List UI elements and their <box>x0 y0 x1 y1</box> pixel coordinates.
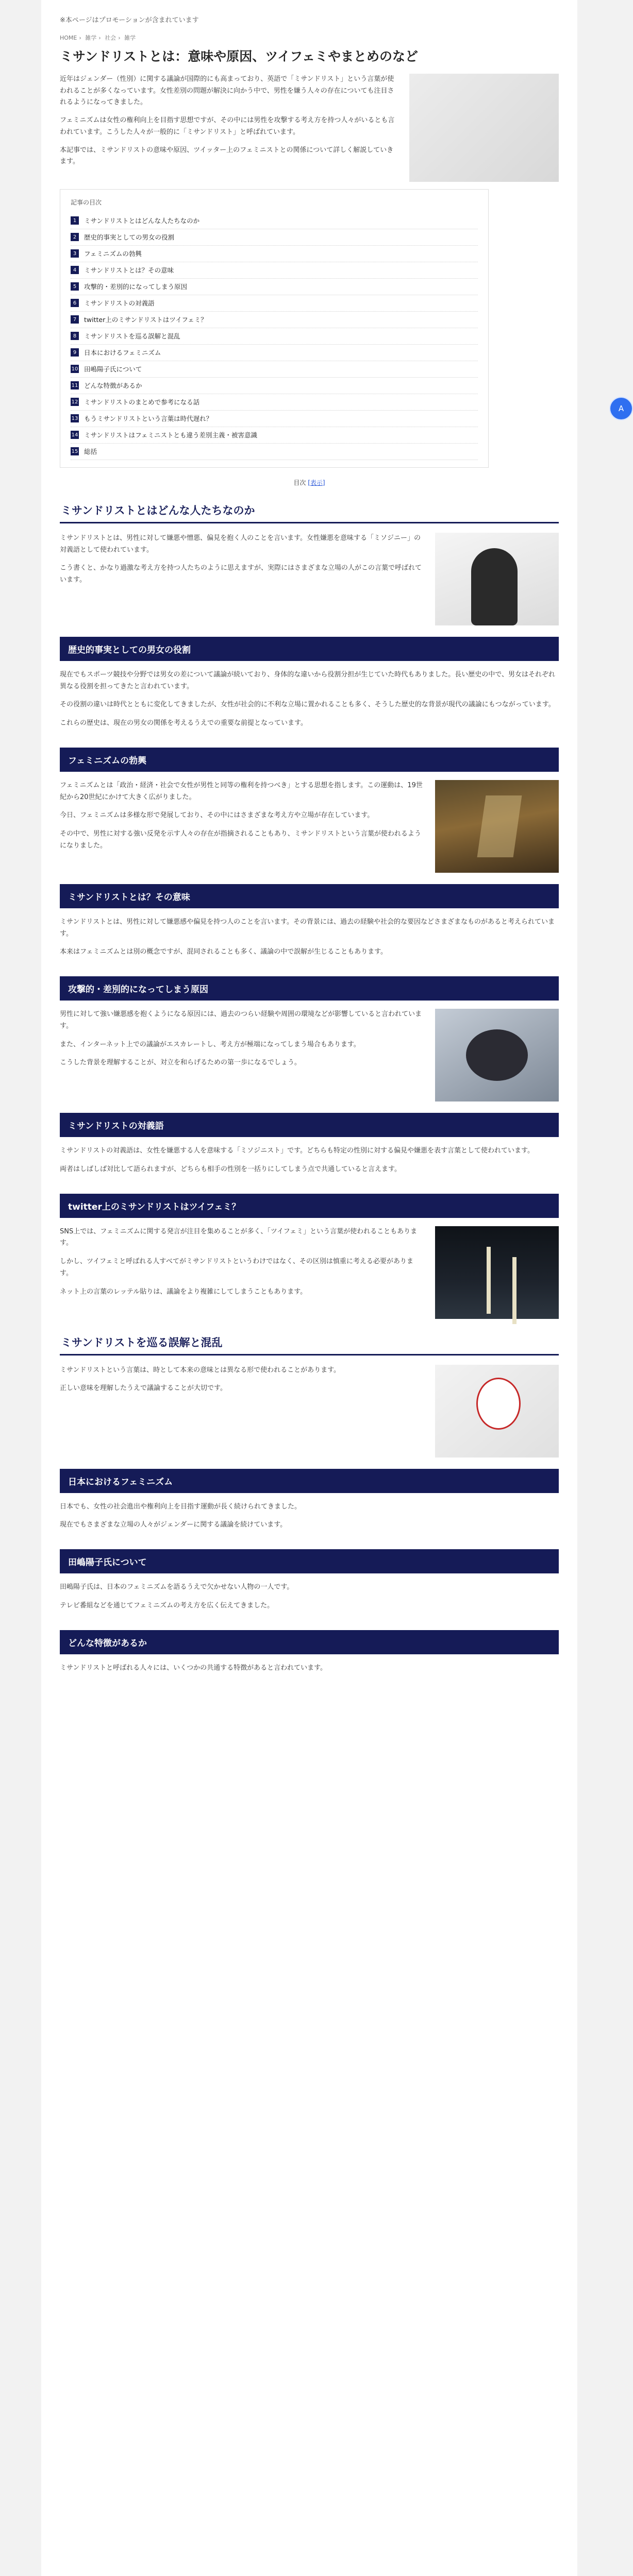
toc-item-label: ミサンドリストのまとめで参考になる話 <box>84 398 200 406</box>
toc-item[interactable] <box>71 394 478 411</box>
section-text <box>60 1501 559 1538</box>
toc-number-badge: 4 <box>71 266 79 274</box>
section-content <box>60 1009 559 1101</box>
section-heading: 日本におけるフェミニズム <box>60 1469 559 1493</box>
section-paragraph: フェミニズムとは「政治・経済・社会で女性が男性と同等の権利を持つべき」とする思想を指します。この運動は、19世紀から20世紀にかけて大きく広がりました。 <box>60 781 423 801</box>
section-heading: ミサンドリストとはどんな人たちなのか <box>60 500 559 523</box>
toc-item-label: 歴史的事実としての男女の役割 <box>84 233 175 242</box>
section-content <box>60 1365 559 1458</box>
toc-item-label: ミサンドリストの対義語 <box>84 299 155 308</box>
toc-number-badge: 6 <box>71 299 79 307</box>
section-heading: ミサンドリストを巡る誤解と混乱 <box>60 1332 559 1355</box>
section-text <box>60 1663 559 1681</box>
toc-number-badge: 5 <box>71 282 79 291</box>
toc-toggle-link[interactable]: [表示] <box>308 479 325 486</box>
section-image <box>435 1365 559 1458</box>
section-heading: twitter上のミサンドリストはツイフェミ？ <box>60 1194 559 1218</box>
toc-item[interactable] <box>71 345 478 361</box>
section-text <box>60 1145 559 1182</box>
intro-paragraph: 近年はジェンダー（性別）に関する議論が国際的にも高まっており、英語で「ミサンドリスト」という言葉が使われることが多くなっています。女性差別の問題が解決に向かう中で、男性を嫌う人々の存在についても注目されるようになってきました。 <box>60 75 394 107</box>
section-text <box>60 669 559 736</box>
section-content <box>60 669 559 736</box>
section-paragraph: これらの歴史は、現在の男女の関係を考えるうえでの重要な前提となっています。 <box>60 719 307 727</box>
section-content <box>60 533 559 625</box>
section-paragraph: しかし、ツイフェミと呼ばれる人すべてがミサンドリストというわけではなく、その区別は慎重に考える必要があります。 <box>60 1258 413 1277</box>
section-paragraph: ネット上の言葉のレッテル貼りは、議論をより複雑にしてしまうこともあります。 <box>60 1287 307 1296</box>
section-paragraph: ミサンドリストと呼ばれる人々には、いくつかの共通する特徴があると言われています。 <box>60 1664 327 1672</box>
promo-notice: ※本ページはプロモーションが含まれています <box>60 16 199 24</box>
toc-number-badge: 2 <box>71 233 79 241</box>
breadcrumb-item[interactable]: 社会 <box>105 35 116 41</box>
section-paragraph: こう書くと、かなり過激な考え方を持つ人たちのように思えますが、実際にはさまざまな立場の人がこの言葉で呼ばれています。 <box>60 564 422 584</box>
section-paragraph: テレビ番組などを通じてフェミニズムの考え方を広く伝えてきました。 <box>60 1601 274 1609</box>
toc-list <box>71 213 478 460</box>
toc-item-label: フェミニズムの勃興 <box>84 250 142 258</box>
toc-item-label: ミサンドリストを巡る誤解と混乱 <box>84 332 180 341</box>
section-paragraph: ミサンドリストという言葉は、時として本来の意味とは異なる形で使われることがあります。 <box>60 1366 341 1374</box>
page-title: ミサンドリストとは：意味や原因、ツイフェミやまとめのなど <box>60 49 419 64</box>
toc-item-label: ミサンドリストはフェミニストとも違う差別主義・被害意識 <box>84 431 258 439</box>
section-paragraph: 今日、フェミニズムは多様な形で発展しており、その中にはさまざまな考え方や立場が存在しています。 <box>60 811 374 820</box>
section-image <box>435 780 559 873</box>
section-content <box>60 1663 559 1681</box>
section-text <box>60 1582 559 1619</box>
breadcrumb-item[interactable]: 雑学 <box>124 35 136 41</box>
section-image <box>435 1226 559 1319</box>
toc-item[interactable] <box>71 444 478 460</box>
toc-number-badge: 9 <box>71 348 79 357</box>
intro-paragraph: フェミニズムは女性の権利向上を目指す思想ですが、その中には男性を攻撃する考え方を持つ人々がいるとも言われています。こうした人々が一般的に「ミサンドリスト」と呼ばれています。 <box>60 116 395 136</box>
accessibility-button[interactable]: A <box>609 397 633 420</box>
toc-item[interactable] <box>71 312 478 328</box>
toc-number-badge: 8 <box>71 332 79 340</box>
toc-item-label: どんな特徴があるか <box>84 382 142 390</box>
section-paragraph: また、インターネット上での議論がエスカレートし、考え方が極端になってしまう場合もあります。 <box>60 1040 360 1048</box>
toc-item[interactable] <box>71 229 478 246</box>
section-heading: 攻撃的・差別的になってしまう原因 <box>60 976 559 1001</box>
toc-item[interactable] <box>71 411 478 427</box>
intro-block <box>60 74 559 182</box>
toc-number-badge: 15 <box>71 447 79 455</box>
intro-image <box>409 74 559 182</box>
section-paragraph: 正しい意味を理解したうえで議論することが大切です。 <box>60 1384 227 1393</box>
breadcrumb-item[interactable]: 雑学 <box>85 35 97 41</box>
toc-item[interactable] <box>71 295 478 312</box>
section-content <box>60 780 559 873</box>
section-paragraph: ミサンドリストとは、男性に対して嫌悪感や偏見を持つ人のことを言います。その背景には、過去の経験や社会的な要因などさまざまなものがあると考えられています。 <box>60 918 555 938</box>
toc-item[interactable] <box>71 378 478 394</box>
section-paragraph: その中で、男性に対する強い反発を示す人々の存在が指摘されることもあり、ミサンドリストという言葉が使われるようになりました。 <box>60 830 421 850</box>
toc-item[interactable] <box>71 328 478 345</box>
table-of-contents <box>60 189 489 468</box>
section-paragraph: こうした背景を理解することが、対立を和らげるための第一歩になるでしょう。 <box>60 1059 301 1067</box>
toc-item-label: ミサンドリストとはどんな人たちなのか <box>84 217 200 225</box>
section-image <box>435 1009 559 1101</box>
section-content <box>60 1501 559 1538</box>
toc-item-label: 日本におけるフェミニズム <box>84 349 161 357</box>
section-paragraph: 田嶋陽子氏は、日本のフェミニズムを語るうえで欠かせない人物の一人です。 <box>60 1583 294 1591</box>
section-text <box>60 917 559 965</box>
section-paragraph: ミサンドリストとは、男性に対して嫌悪や憎悪、偏見を抱く人のことを言います。女性嫌悪を意味する「ミソジニー」の対義語として使われています。 <box>60 534 421 554</box>
toc-item[interactable] <box>71 262 478 279</box>
article-page <box>41 0 624 2576</box>
section-text <box>60 1009 423 1076</box>
toc-item[interactable] <box>71 246 478 262</box>
toc-number-badge: 12 <box>71 398 79 406</box>
toc-item-label: 総括 <box>84 448 97 456</box>
section-content <box>60 1145 559 1182</box>
section-paragraph: ミサンドリストの対義語は、女性を嫌悪する人を意味する「ミソジニスト」です。どちらも特定の性別に対する偏見や嫌悪を表す言葉として使われています。 <box>60 1147 535 1155</box>
toc-item[interactable] <box>71 213 478 229</box>
toc-item[interactable] <box>71 427 478 444</box>
section-paragraph: 両者はしばしば対比して語られますが、どちらも相手の性別を一括りにしてしまう点で共通していると言えます。 <box>60 1165 401 1173</box>
toc-title: 記事の目次 <box>71 198 102 206</box>
section-heading: ミサンドリストの対義語 <box>60 1113 559 1137</box>
section-paragraph: 現在でもさまざまな立場の人々がジェンダーに関する議論を続けています。 <box>60 1521 287 1529</box>
section-paragraph: SNS上では、フェミニズムに関する発言が注目を集めることが多く、「ツイフェミ」という言葉が使われることもあります。 <box>60 1227 418 1247</box>
toc-item-label: もうミサンドリストという言葉は時代遅れ？ <box>84 415 213 423</box>
section-text <box>60 1226 423 1305</box>
section-paragraph: 本来はフェミニズムとは別の概念ですが、混同されることも多く、議論の中で誤解が生じることもあります。 <box>60 948 388 956</box>
section-text <box>60 1365 423 1402</box>
intro-paragraph: 本記事では、ミサンドリストの意味や原因、ツイッター上のフェミニストとの関係について詳しく解説していきます。 <box>60 146 394 166</box>
section-paragraph: 現在でもスポーツ競技や分野では男女の差について議論が続いており、身体的な違いから役割分担が生じていた時代もありました。長い歴史の中で、男女はそれぞれ異なる役割を担ってきたと言われています。 <box>60 670 555 690</box>
section-paragraph: その役割の違いは時代とともに変化してきましたが、女性が社会的に不利な立場に置かれることも多く、そうした歴史的な背景が現代の議論にもつながっています。 <box>60 701 555 709</box>
section-text <box>60 780 423 859</box>
section-image <box>435 533 559 625</box>
section-text <box>60 533 423 593</box>
toc-item-label: 田嶋陽子氏について <box>84 365 142 374</box>
toc-item-label: ミサンドリストとは？その意味 <box>84 266 174 275</box>
toc-number-badge: 13 <box>71 414 79 422</box>
section-heading: どんな特徴があるか <box>60 1630 559 1654</box>
section-paragraph: 男性に対して強い嫌悪感を抱くようになる原因には、過去のつらい経験や周囲の環境などが影響していると言われています。 <box>60 1010 422 1030</box>
toc-number-badge: 11 <box>71 381 79 389</box>
toc-number-badge: 7 <box>71 315 79 324</box>
section-paragraph: 日本でも、女性の社会進出や権利向上を目指す運動が長く続けられてきました。 <box>60 1502 302 1511</box>
toc-number-badge: 3 <box>71 249 79 258</box>
article-body <box>60 500 559 1681</box>
toc-number-badge: 14 <box>71 431 79 439</box>
section-content <box>60 917 559 965</box>
section-heading: 田嶋陽子氏について <box>60 1549 559 1573</box>
section-heading: フェミニズムの勃興 <box>60 748 559 772</box>
toc-item-label: 攻撃的・差別的になってしまう原因 <box>84 283 188 291</box>
section-content <box>60 1582 559 1619</box>
toc-item[interactable] <box>71 279 478 295</box>
toc-item-label: twitter上のミサンドリストはツイフェミ？ <box>84 316 207 324</box>
section-heading: 歴史的事実としての男女の役割 <box>60 637 559 661</box>
toc-footer <box>60 478 559 487</box>
breadcrumb: HOME › 雑学 › 社会 › 雑学 <box>60 35 136 41</box>
toc-number-badge: 10 <box>71 365 79 373</box>
toc-item[interactable] <box>71 361 478 378</box>
intro-text <box>60 74 398 174</box>
section-heading: ミサンドリストとは？その意味 <box>60 884 559 908</box>
toc-number-badge: 1 <box>71 216 79 225</box>
section-content <box>60 1226 559 1319</box>
toc-footer-label: 目次 <box>293 479 306 486</box>
breadcrumb-item[interactable]: HOME <box>60 35 77 41</box>
